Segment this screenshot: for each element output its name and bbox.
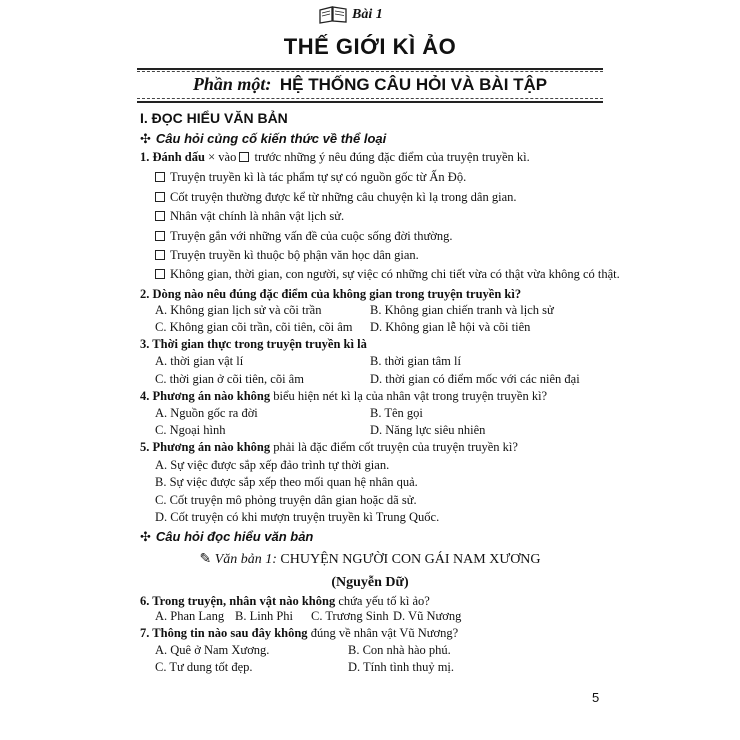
item-text: Cốt truyện thường được kể từ những câu chuyện kì lạ trong dân gian. [170, 190, 517, 204]
question-stem: vào [218, 150, 237, 164]
question-stem: đúng về nhân vật Vũ Nương? [310, 626, 459, 640]
checkbox[interactable] [155, 250, 165, 260]
checkbox[interactable] [155, 211, 165, 221]
option-c[interactable]: C. Không gian cõi trần, cõi tiên, cõi âm [155, 320, 353, 334]
lesson-label: Bài 1 [352, 7, 383, 22]
question-emphasis: không [236, 440, 271, 454]
item-text: Truyện truyền kì là tác phẩm tự sự có nguồn gốc từ Ấn Độ. [170, 170, 467, 184]
cross-bullet-icon: ✣ [140, 529, 151, 544]
item-text: Truyện gắn với những vấn đề của cuộc sống đời thường. [170, 229, 453, 243]
q1-item-5[interactable] [155, 248, 419, 263]
option-c[interactable]: C. thời gian ở cõi tiên, cõi âm [155, 372, 304, 386]
option-b[interactable]: B. thời gian tâm lí [370, 354, 461, 368]
divider [137, 101, 603, 103]
part-title: HỆ THỐNG CÂU HỎI VÀ BÀI TẬP [279, 75, 548, 94]
checkbox-icon [239, 152, 249, 162]
divider [137, 71, 603, 72]
page-number: 5 [592, 690, 600, 705]
question-stem: 5. Phương án nào [140, 440, 234, 454]
option-a[interactable]: A. Nguồn gốc ra đời [155, 406, 258, 420]
option-b[interactable]: B. Sự việc được sắp xếp theo mối quan hệ nhân quả. [155, 475, 418, 489]
item-text: Truyện truyền kì thuộc bộ phận văn học dân gian. [170, 248, 419, 262]
part-label: Phần một: [192, 74, 272, 94]
subsection-heading [140, 131, 386, 147]
cross-bullet-icon: ✣ [140, 131, 151, 146]
q1-item-3[interactable] [155, 209, 344, 224]
option-a[interactable]: A. Phan Lang [155, 609, 225, 623]
option-b[interactable]: B. Linh Phi [235, 609, 293, 623]
pencil-icon: ✎ [199, 552, 212, 567]
question-2 [140, 287, 521, 302]
option-d[interactable]: D. Năng lực siêu nhiên [370, 423, 486, 437]
question-emphasis: không [274, 626, 308, 640]
q1-item-2[interactable] [155, 190, 517, 205]
option-c[interactable]: C. Ngoại hình [155, 423, 226, 437]
question-emphasis: không [236, 389, 271, 403]
text-author: (Nguyễn Dữ) [331, 575, 409, 590]
option-a[interactable]: A. Quê ở Nam Xương. [155, 643, 270, 657]
text-title: CHUYỆN NGƯỜI CON GÁI NAM XƯƠNG [280, 552, 541, 567]
question-stem: phải là đặc điểm cốt truyện của truyện truyền kì? [273, 440, 518, 454]
q1-item-1[interactable] [155, 170, 466, 185]
option-d[interactable]: D. Cốt truyện có khi mượn truyện truyền kì Trung Quốc. [155, 510, 440, 524]
option-d[interactable]: D. thời gian có điểm mốc với các niên đại [370, 372, 580, 386]
option-d[interactable]: D. Không gian lễ hội và cõi tiên [370, 320, 531, 334]
checkbox[interactable] [155, 172, 165, 182]
option-c[interactable]: C. Trương Sinh [311, 609, 389, 623]
question-stem: 2. Dòng nào nêu đúng đặc điểm của không gian trong truyện truyền kì? [140, 287, 522, 301]
option-a[interactable]: A. Không gian lịch sử và cõi trần [155, 303, 322, 317]
option-d[interactable]: D. Tính tình thuỷ mị. [348, 660, 455, 674]
divider [137, 98, 603, 99]
question-6 [140, 594, 430, 609]
subsection-title: Câu hỏi đọc hiểu văn bản [155, 529, 314, 544]
question-1 [140, 150, 530, 165]
divider [137, 68, 603, 70]
question-stem: 4. Phương án nào [140, 389, 234, 403]
option-c[interactable]: C. Tư dung tốt đẹp. [155, 660, 253, 674]
question-stem: 7. Thông tin nào sau đây [140, 626, 272, 640]
item-text: Không gian, thời gian, con người, sự việc có những chi tiết vừa có thật vừa không có thật. [170, 267, 620, 281]
subsection-heading [140, 529, 313, 545]
section-heading: I. ĐỌC HIỂU VĂN BẢN [140, 110, 288, 126]
question-stem: biểu hiện nét kì lạ của nhân vật trong truyện truyền kì? [273, 389, 548, 403]
question-stem: trước những ý nêu đúng đặc điểm của truyện truyền kì. [254, 150, 530, 164]
q1-item-4[interactable] [155, 229, 453, 244]
question-stem: 1. Đánh dấu [140, 150, 205, 164]
question-stem: 3. Thời gian thực trong truyện truyền kì là [140, 337, 367, 351]
checkbox[interactable] [155, 231, 165, 241]
question-stem: 6. Trong truyện, nhân vật nào [140, 594, 299, 608]
question-3 [140, 337, 367, 352]
checkbox[interactable] [155, 192, 165, 202]
question-7 [140, 626, 458, 641]
option-d[interactable]: D. Vũ Nương [393, 609, 462, 623]
option-b[interactable]: B. Không gian chiến tranh và lịch sử [370, 303, 554, 317]
page-title: THẾ GIỚI KÌ ẢO [283, 34, 457, 59]
lesson-badge [318, 4, 428, 26]
q1-item-6[interactable] [155, 267, 620, 282]
part-heading [0, 74, 740, 95]
checkbox[interactable] [155, 269, 165, 279]
text-heading [0, 551, 740, 568]
option-a[interactable]: A. Sự việc được sắp xếp đảo trình tự thời gian. [155, 458, 390, 472]
open-book-icon [318, 4, 348, 24]
option-a[interactable]: A. thời gian vật lí [155, 354, 244, 368]
option-b[interactable]: B. Tên gọi [370, 406, 423, 420]
question-4 [140, 389, 547, 404]
option-b[interactable]: B. Con nhà hào phú. [348, 643, 451, 657]
question-stem: chứa yếu tố kì ảo? [338, 594, 430, 608]
text-label: Văn bản 1: [214, 552, 277, 567]
question-emphasis: không [301, 594, 336, 608]
item-text: Nhân vật chính là nhân vật lịch sử. [170, 209, 345, 223]
x-mark-icon: × [208, 150, 216, 164]
question-5 [140, 440, 518, 455]
option-c[interactable]: C. Cốt truyện mô phỏng truyện dân gian hoặc dã sử. [155, 493, 417, 507]
subsection-title: Câu hỏi củng cố kiến thức về thể loại [155, 131, 387, 146]
